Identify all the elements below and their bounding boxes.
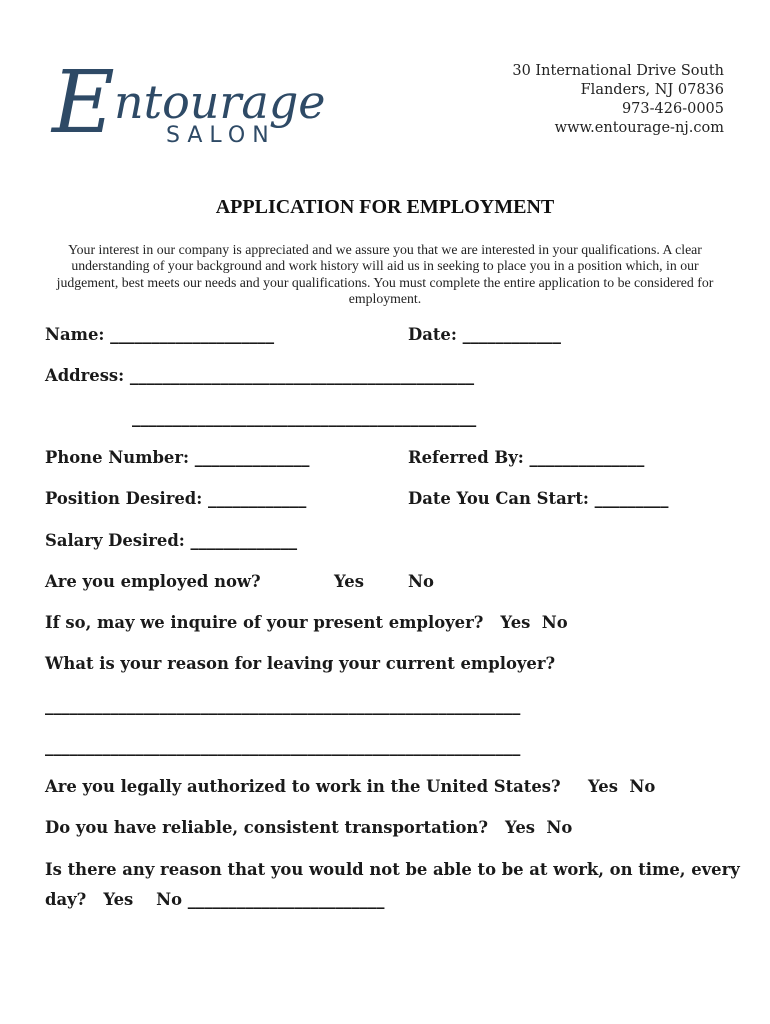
on-time-answer[interactable]: day? Yes No ________________________ bbox=[45, 890, 385, 909]
logo-graphic bbox=[48, 40, 368, 160]
salon-address bbox=[512, 62, 724, 138]
employed-question: Are you employed now? bbox=[45, 572, 261, 591]
transportation-question[interactable]: Do you have reliable, consistent transportation? Yes No bbox=[45, 818, 573, 837]
authorized-question: Are you legally authorized to work in the United States? bbox=[45, 777, 561, 796]
address-website[interactable]: www.entourage-nj.com bbox=[554, 120, 724, 136]
logo-script: E bbox=[52, 53, 115, 153]
address-city: Flanders, NJ 07836 bbox=[580, 82, 724, 98]
address-line-2[interactable]: __________________________________________ bbox=[132, 408, 477, 427]
logo-script-rest: ntourage bbox=[114, 75, 326, 129]
page-title: APPLICATION FOR EMPLOYMENT bbox=[215, 196, 555, 218]
reason-leaving-question: What is your reason for leaving your current employer? bbox=[45, 654, 556, 673]
salary-desired-field[interactable]: Salary Desired: _____________ bbox=[45, 531, 298, 550]
address-street: 30 International Drive South bbox=[512, 63, 724, 79]
employed-yes[interactable]: Yes bbox=[334, 572, 364, 591]
intro-paragraph: Your interest in our company is appreciated and we assure you that we are interested in your qualifications. A clear understanding of your background and work history will aid us in seeking to place you in a position which, in our judgement, best meets our needs and your qualifications. You must complete the entire application to be considered for employment. bbox=[56, 242, 714, 307]
name-field[interactable]: Name: ____________________ bbox=[45, 325, 275, 344]
employed-no[interactable]: No bbox=[408, 572, 434, 591]
reason-line-1[interactable]: __________________________________________________________ bbox=[45, 696, 521, 715]
entourage-salon-logo bbox=[48, 40, 368, 160]
reason-line-2[interactable]: __________________________________________________________ bbox=[45, 737, 521, 756]
address-field[interactable]: Address: __________________________________________ bbox=[45, 366, 475, 385]
position-desired-field[interactable]: Position Desired: ____________ bbox=[45, 489, 307, 508]
address-phone: 973-426-0005 bbox=[621, 101, 724, 117]
on-time-question: Is there any reason that you would not be able to be at work, on time, every bbox=[45, 860, 740, 879]
date-field[interactable]: Date: ____________ bbox=[408, 325, 561, 344]
phone-field[interactable]: Phone Number: ______________ bbox=[45, 448, 310, 467]
start-date-field[interactable]: Date You Can Start: _________ bbox=[408, 489, 669, 508]
inquire-employer-question[interactable]: If so, may we inquire of your present employer? Yes No bbox=[45, 613, 568, 632]
authorized-yes-no[interactable]: Yes No bbox=[588, 777, 656, 796]
referred-by-field[interactable]: Referred By: ______________ bbox=[408, 448, 645, 467]
logo-sub: SALON bbox=[166, 123, 276, 148]
